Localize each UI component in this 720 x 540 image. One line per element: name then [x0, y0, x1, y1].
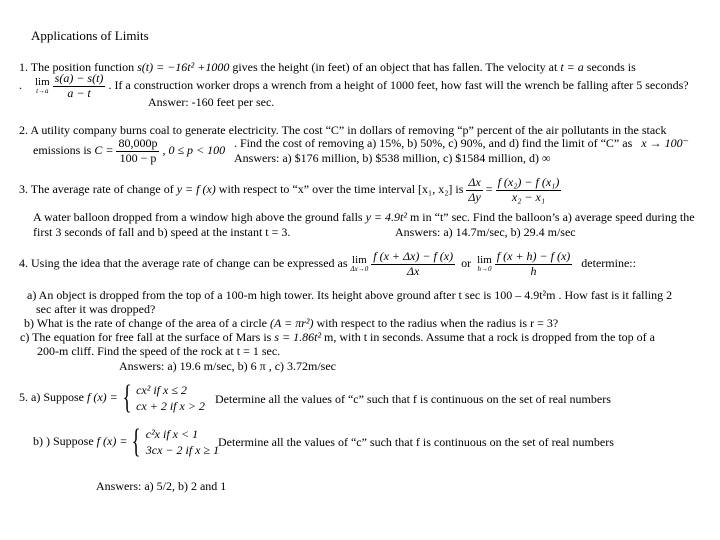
problem-1-t-equals-a: t = a — [560, 60, 584, 74]
problem-1-position-function: s(t) = −16t² +1000 — [137, 60, 230, 74]
problem-1-line-2 — [19, 72, 689, 101]
problem-5-answers: Answers: a) 5/2, b) 2 and 1 — [96, 479, 227, 493]
problem-3-lead: 3. The average rate of change of — [19, 182, 174, 197]
problem-4b-tail: with respect to the radius when the radius is r = 3? — [316, 316, 559, 330]
problem-2-line-2 — [33, 137, 225, 166]
problem-3-delta-fraction — [466, 176, 482, 205]
problem-1-text-b: seconds is — [586, 60, 636, 74]
problem-4-line-1 — [19, 250, 636, 279]
problem-3-balloon-line-2: first 3 seconds of fall and b) speed at the instant t = 3. — [33, 225, 291, 239]
problem-3-mid: with respect to “x” over the time interval [x₁, x₂] is — [218, 182, 464, 197]
problem-3-rate-numerator: f (x₂) − f (x₁) — [497, 175, 560, 189]
problem-1-number: 1. The position function — [19, 60, 135, 74]
problem-5b-fx: f (x) = — [96, 433, 128, 448]
problem-4-fraction-2-denominator: h — [530, 263, 537, 278]
problem-2-fraction-numerator: 80,000p — [118, 136, 158, 150]
problem-5a-cases — [136, 382, 205, 414]
problem-5b-cases — [146, 426, 219, 458]
problem-3-balloon-line-1 — [33, 211, 695, 225]
problem-5a — [19, 381, 205, 415]
problem-5b-brace: { — [132, 423, 142, 460]
problem-3-delta-y: Δy — [468, 189, 481, 204]
problem-2-c-equals: C = — [94, 143, 114, 158]
problem-4c-tail: m, with t in seconds. Assume that a rock is dropped from the top of a — [324, 330, 655, 344]
problem-4c-formula: s = 1.86t² — [274, 330, 322, 344]
problem-3-rate-denominator: x₂ − x₁ — [511, 189, 545, 204]
problem-4c-lead: c) The equation for free fall at the surface of Mars is — [20, 330, 272, 344]
problem-5b-case-2: 3cx − 2 if x ≥ 1 — [145, 443, 220, 457]
problem-4-fraction-1 — [371, 250, 455, 279]
problem-3-balloon-answers: Answers: a) 14.7m/sec, b) 29.4 m/sec — [395, 225, 576, 239]
problem-2-cost-fraction — [116, 137, 159, 166]
problem-3-balloon-text-a: A water balloon dropped from a window high above the ground falls — [33, 210, 363, 224]
problem-2-fraction-denominator: 100 − p — [119, 150, 157, 165]
problem-2-line-1: 2. A utility company burns coal to generate electricity. The cost “C” in dollars of removing “p” percent of the air pollutants in the stack — [19, 123, 667, 137]
problem-4-fraction-1-denominator: Δx — [407, 263, 420, 278]
problem-4-fraction-2 — [495, 250, 573, 279]
problem-5a-case-2: cx + 2 if x > 2 — [136, 399, 205, 413]
problem-1-velocity-fraction — [53, 72, 106, 101]
problem-1-answer: Answer: -160 feet per sec. — [148, 95, 275, 109]
problem-2-lead: emissions is — [33, 143, 92, 158]
problem-5b-case-1: c²x if x < 1 — [145, 426, 199, 441]
problem-4b-lead: b) What is the rate of change of the area of a circle — [24, 316, 267, 330]
problem-4-determine: determine:: — [581, 256, 636, 271]
problem-4c-line-1 — [20, 331, 655, 345]
problem-5a-case-1: cx² if x ≤ 2 — [136, 382, 187, 397]
problem-4a-line-1: a) An object is dropped from the top of a 100-m high tower. Its height above ground after t sec is 100 – 4.9t²m . How fast is it falling 2 — [27, 288, 673, 302]
problem-4c-line-2: 200-m cliff. Find the speed of the rock at t = 1 sec. — [37, 344, 281, 358]
problem-1-fraction-numerator: s(a) − s(t) — [54, 71, 104, 85]
problem-5a-lead: 5. a) Suppose — [19, 389, 84, 404]
problem-5b — [33, 425, 219, 459]
problem-1-lim-sub: t→a — [36, 87, 49, 96]
problem-3-delta-x: Δx — [468, 175, 481, 189]
problem-4-answers: Answers: a) 19.6 m/sec, b) 6 π , c) 3.72m/sec — [119, 359, 337, 373]
problem-2-domain: , 0 ≤ p < 100 — [162, 143, 226, 158]
problem-5a-task: Determine all the values of “c” such that f is continuous on the set of real numbers — [215, 392, 611, 406]
problem-1-bullet: . — [19, 78, 22, 93]
problem-3-balloon-formula: y = 4.9t² — [365, 210, 407, 224]
problem-1-fraction-denominator: a − t — [67, 85, 91, 100]
problem-4-fraction-1-numerator: f (x + Δx) − f (x) — [373, 249, 454, 263]
problem-3-function: y = f (x) — [176, 182, 216, 197]
problem-4a-line-2: sec after it was dropped? — [36, 302, 156, 316]
problem-5a-brace: { — [122, 379, 132, 416]
problem-4-or: or — [461, 256, 472, 271]
problem-4-limit-1 — [351, 255, 369, 273]
problem-1-limit — [35, 77, 50, 95]
problem-4-lim-2-word: lim — [477, 254, 492, 267]
problem-3-equals: = — [485, 182, 493, 197]
problem-4-lim-1-word: lim — [352, 254, 367, 267]
problem-5a-fx: f (x) = — [87, 389, 118, 404]
problem-2-limit-expression: x → 100⁻ — [641, 136, 689, 150]
problem-3-balloon-text-b: m in “t” sec. Find the balloon’s a) average speed during the — [409, 210, 695, 224]
problem-1-lim-word: lim — [35, 76, 50, 89]
problem-4-limit-2 — [477, 255, 492, 273]
problem-4-fraction-2-numerator: f (x + h) − f (x) — [496, 249, 571, 263]
problem-3-line-1 — [19, 176, 561, 205]
problem-4-lead: 4. Using the idea that the average rate of change can be expressed as — [19, 256, 348, 271]
problem-2-task — [234, 137, 689, 151]
problem-4-lim-2-sub: h→0 — [477, 265, 492, 274]
problem-3-rate-fraction — [496, 176, 562, 205]
page-title: Applications of Limits — [31, 28, 149, 43]
problem-5b-task: Determine all the values of “c” such that f is continuous on the set of real numbers — [218, 435, 614, 449]
problem-2-answers: Answers: a) $176 million, b) $538 million, c) $1584 million, d) ∞ — [234, 151, 551, 165]
problem-1-text-c: . If a construction worker drops a wrench from a height of 1000 feet, how fast will the wrench be falling after 5 seconds? — [108, 78, 689, 93]
problem-4b — [24, 317, 558, 331]
problem-4b-area-formula: (A = πr²) — [269, 316, 314, 330]
problem-4-lim-1-sub: Δx→0 — [350, 265, 369, 274]
problem-5b-lead: b) ) Suppose — [33, 433, 94, 448]
problem-2-task-text: . Find the cost of removing a) 15%, b) 50%, c) 90%, and d) find the limit of “C” as — [234, 136, 633, 150]
problem-1-text-a: gives the height (in feet) of an object that has fallen. The velocity at — [232, 60, 558, 74]
